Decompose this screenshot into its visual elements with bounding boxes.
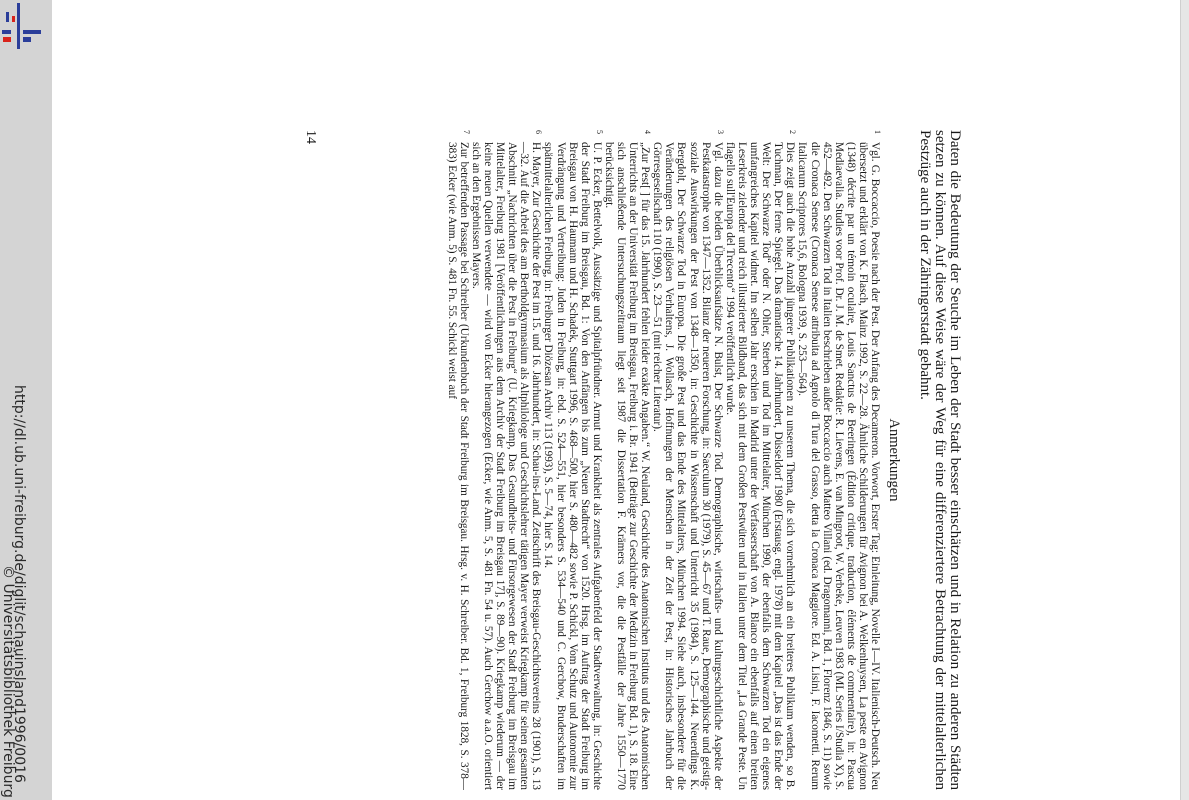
footnote-number: 6	[534, 130, 544, 134]
footnote-number: 3	[715, 130, 725, 134]
footnote	[470, 130, 543, 790]
footnote-list	[446, 130, 881, 790]
footnote	[651, 130, 724, 790]
footnote	[603, 130, 651, 790]
footnote-number: 5	[594, 130, 604, 134]
footnote-text: Vgl. G. Boccaccio, Poesie nach der Pest. Der Anfang des Decameron. Vorwort, Erster Tag: Einleitung, Novelle I—IV. Italienisch-Deutsch. Neu übersetzt und erklärt von K. Flasch, Mainz 1992, S. 22—28. Ähnliche Schilderungen für Avignon bei A. Welkenhuysen, La peste en Avignon (1348) décrite par un témoin oculaire, Louis Sanctus de Beeringen (Édition critique, traduction, éléments de commentaire), in: Pascua Mediaevalia. Studies voor Prof. Dr. J. M. de Smet. Redaktie: R. Lievens, E. van Mingroot, W. Verbeke, Leuven 1983 (ML Series I/Studia X), S. 452—492. Den Schwarzen Tod in Italien beschrieben außer Boccaccio auch Matteo Villani (ed. Dragomanni, Bd. 1, Florenz 1846, S. 11) sowie die Cronaca Senese (Cronaca Senese attribuita ad Agnolo di Tura del Grasso, detta la Cronaca Maggiore. Ed. A. Lisini, F. Iacometti. Rerum Italicarum Scriptores 15,6, Bologna 1939, S. 253—564).	[796, 142, 881, 790]
footnote-number: 2	[788, 130, 798, 134]
footnote-text: U. P. Ecker, Bettelvolk, Aussätzige und Spitalpfründner. Armut und Krankheit als zentrales Aufgabenfeld der Stadtverwaltung, in: Geschichte der Stadt Freiburg im Breisgau, Bd. 1: Von den Anfängen bis zum „Neuen Stadtrecht“ von 1520. Hrsg. im Auftrag der Stadt Freiburg im Breisgau von H. Haumann und H. Schadek, Stuttgart 1996, S. 468—500, hier S. 480—482 sowie P. Schickl, Vom Schutz und Autonomie zur Verdrängung und Vertreibung: Juden in Freiburg, in: ebd. S. 524—551, hier besonders S. 534—540 und C. Gerchow, Bruderschaften im spätmittelalterlichen Freiburg, in: Freiburger Diözesan Archiv 113 (1993), S. 5—74, hier S. 14.	[542, 142, 603, 790]
footnote-number: 1	[873, 130, 882, 134]
scrollbar[interactable]	[1180, 0, 1189, 800]
sidebar-strip	[0, 0, 52, 800]
footnote	[724, 130, 797, 790]
uni-freiburg-logo[interactable]	[0, 0, 46, 58]
notes-heading: Anmerkungen	[886, 418, 902, 502]
page-number: 14	[303, 130, 318, 144]
footnote-text: Zur betreffenden Passage bei Schreiber (Urkundenbuch der Stadt Freiburg im Breisgau. Hrsg. v. H. Schreiber. Bd. 1, Freiburg 1828, S. 378—383) Ecker (wie Anm. 5) S. 481 Fn. 55. Schickl weist auf	[445, 142, 470, 790]
footnote-text: Vgl. dazu die beiden Überblicksaufsätze N. Bulst, Der Schwarze Tod. Demographische, wirtschafts- und kulturgeschichtliche Aspekte der Pestkatastrophe von 1347—1352. Bilanz der neueren Forschung, in: Saeculum 30 (1979), S. 45—67 und T. Raue, Demographische und geistig-soziale Auswirkungen der Pest von 1348—1350, in: Geschichte in Wissenschaft und Unterricht 35 (1984), S. 125—144. Neuerdings K. Bergdolt, Der Schwarze Tod in Europa. Die große Pest und das Ende des Mittelalters, München 1994. Siehe auch, insbesondere für die Veränderungen des religiösen Verhaltens, J. Wollasch, Hoffnungen der Menschen in der Zeit der Pest, in: Historisches Jahrbuch der Görresgesellschaft 110 (1990), S. 23—51 (mit reicher Literatur).	[651, 142, 724, 790]
footnote-number: 7	[461, 130, 471, 134]
footnote-number: 4	[643, 130, 653, 134]
permalink-url[interactable]: http://dl.ub.uni-freiburg.de/diglit/schauinsland1996/0016	[11, 385, 27, 783]
footnote-text: „Zur Pest[ ] für das 15. Jahrhundert fehlen leider exakte Angaben.“ W. Neuland, Geschichte des Anatomischen Instituts und des Anatomischen Unterrichts an der Universität Freiburg im Breisgau, Freiburg i. Br. 1941 (Beiträge zur Geschichte der Medizin in Freiburg Bd. 1), S. 18. Eine sich anschließende Untersuchungszeitraum liegt seit 1987 die Dissertation F. Krämers vor, die die Pestfälle der Jahre 1550—1770 berücksichtigt.	[602, 142, 652, 790]
footnote	[796, 130, 881, 790]
copyright-notice: © Universitätsbibliothek Freiburg	[0, 565, 16, 798]
footnote-text: H. Mayer, Zur Geschichte der Pest im 15. und 16. Jahrhundert, in: Schau-ins-Land. Zeitschrift des Breisgau-Geschichtsvereins 28 (1901), S. 13—32. Auf die Arbeit des am Bertholdgymnasium als Altphilologe und Geschichtslehrer tätigen Mayer verweist Kriegkamp für seinen gesamten Abschnitt „Nachrichten über die Pest in Freiburg“ (U. Kriegkamp, Das Gesundheits- und Fürsorgewesen der Stadt Freiburg im Breisgau im Mittelalter, Freiburg 1981 [Veröffentlichungen aus dem Archiv der Stadt Freiburg im Breisgau 17], S. 89—90). Kriegkamp wiederum — der keine neuen Quellen verwendete — wird von Ecker hierangezogen (Ecker, wie Anm. 5, S. 481 Fn. 54 u. 57). Auch Gerchow a.a.O. orientiert sich an den Ergebnissen Mayers.	[469, 142, 543, 790]
footnote	[446, 130, 470, 790]
footnote-text: Dies zeigt auch die hohe Anzahl jüngerer Publikationen zu unserem Thema, die sich vornehmlich an ein breiteres Publikum wenden, so B. Tuchman, Der ferne Spiegel. Das dramatische 14. Jahrhundert, Düsseldorf 1980 (Erstausg. engl. 1978) mit dem Kapitel „Das ist das Ende der Welt: Der Schwarze Tod“ oder N. Ohler, Sterben und Tod im Mittelalter, München 1990, der ebenfalls dem Schwarzen Tod ein eigenes umfangreiches Kapitel widmet. Im selben Jahr erschien in Madrid unter der Verfasserschaft von A. Blanco ein ebenfalls auf einen breiten Leserkreis zielender und reich illustrierter Bildband, das sich mit dem Großen Pestwüten und in Italien unter dem Titel „La Grande Peste. Un flagello sull'Europa del Trecento“ 1994 veröffentlicht wurde.	[723, 142, 797, 790]
scanned-page	[303, 130, 963, 790]
footnote	[542, 130, 602, 790]
intro-paragraph: Daten die Bedeutung der Seuche im Leben der Stadt besser einschätzen und in Relation zu anderen Städten setzen zu können. Auf diese Weise wäre der Weg für eine differenziertere Betrachtung der mittelalterlichen Pestzüge auch in der Zähringerstadt gebahnt.	[917, 130, 963, 790]
